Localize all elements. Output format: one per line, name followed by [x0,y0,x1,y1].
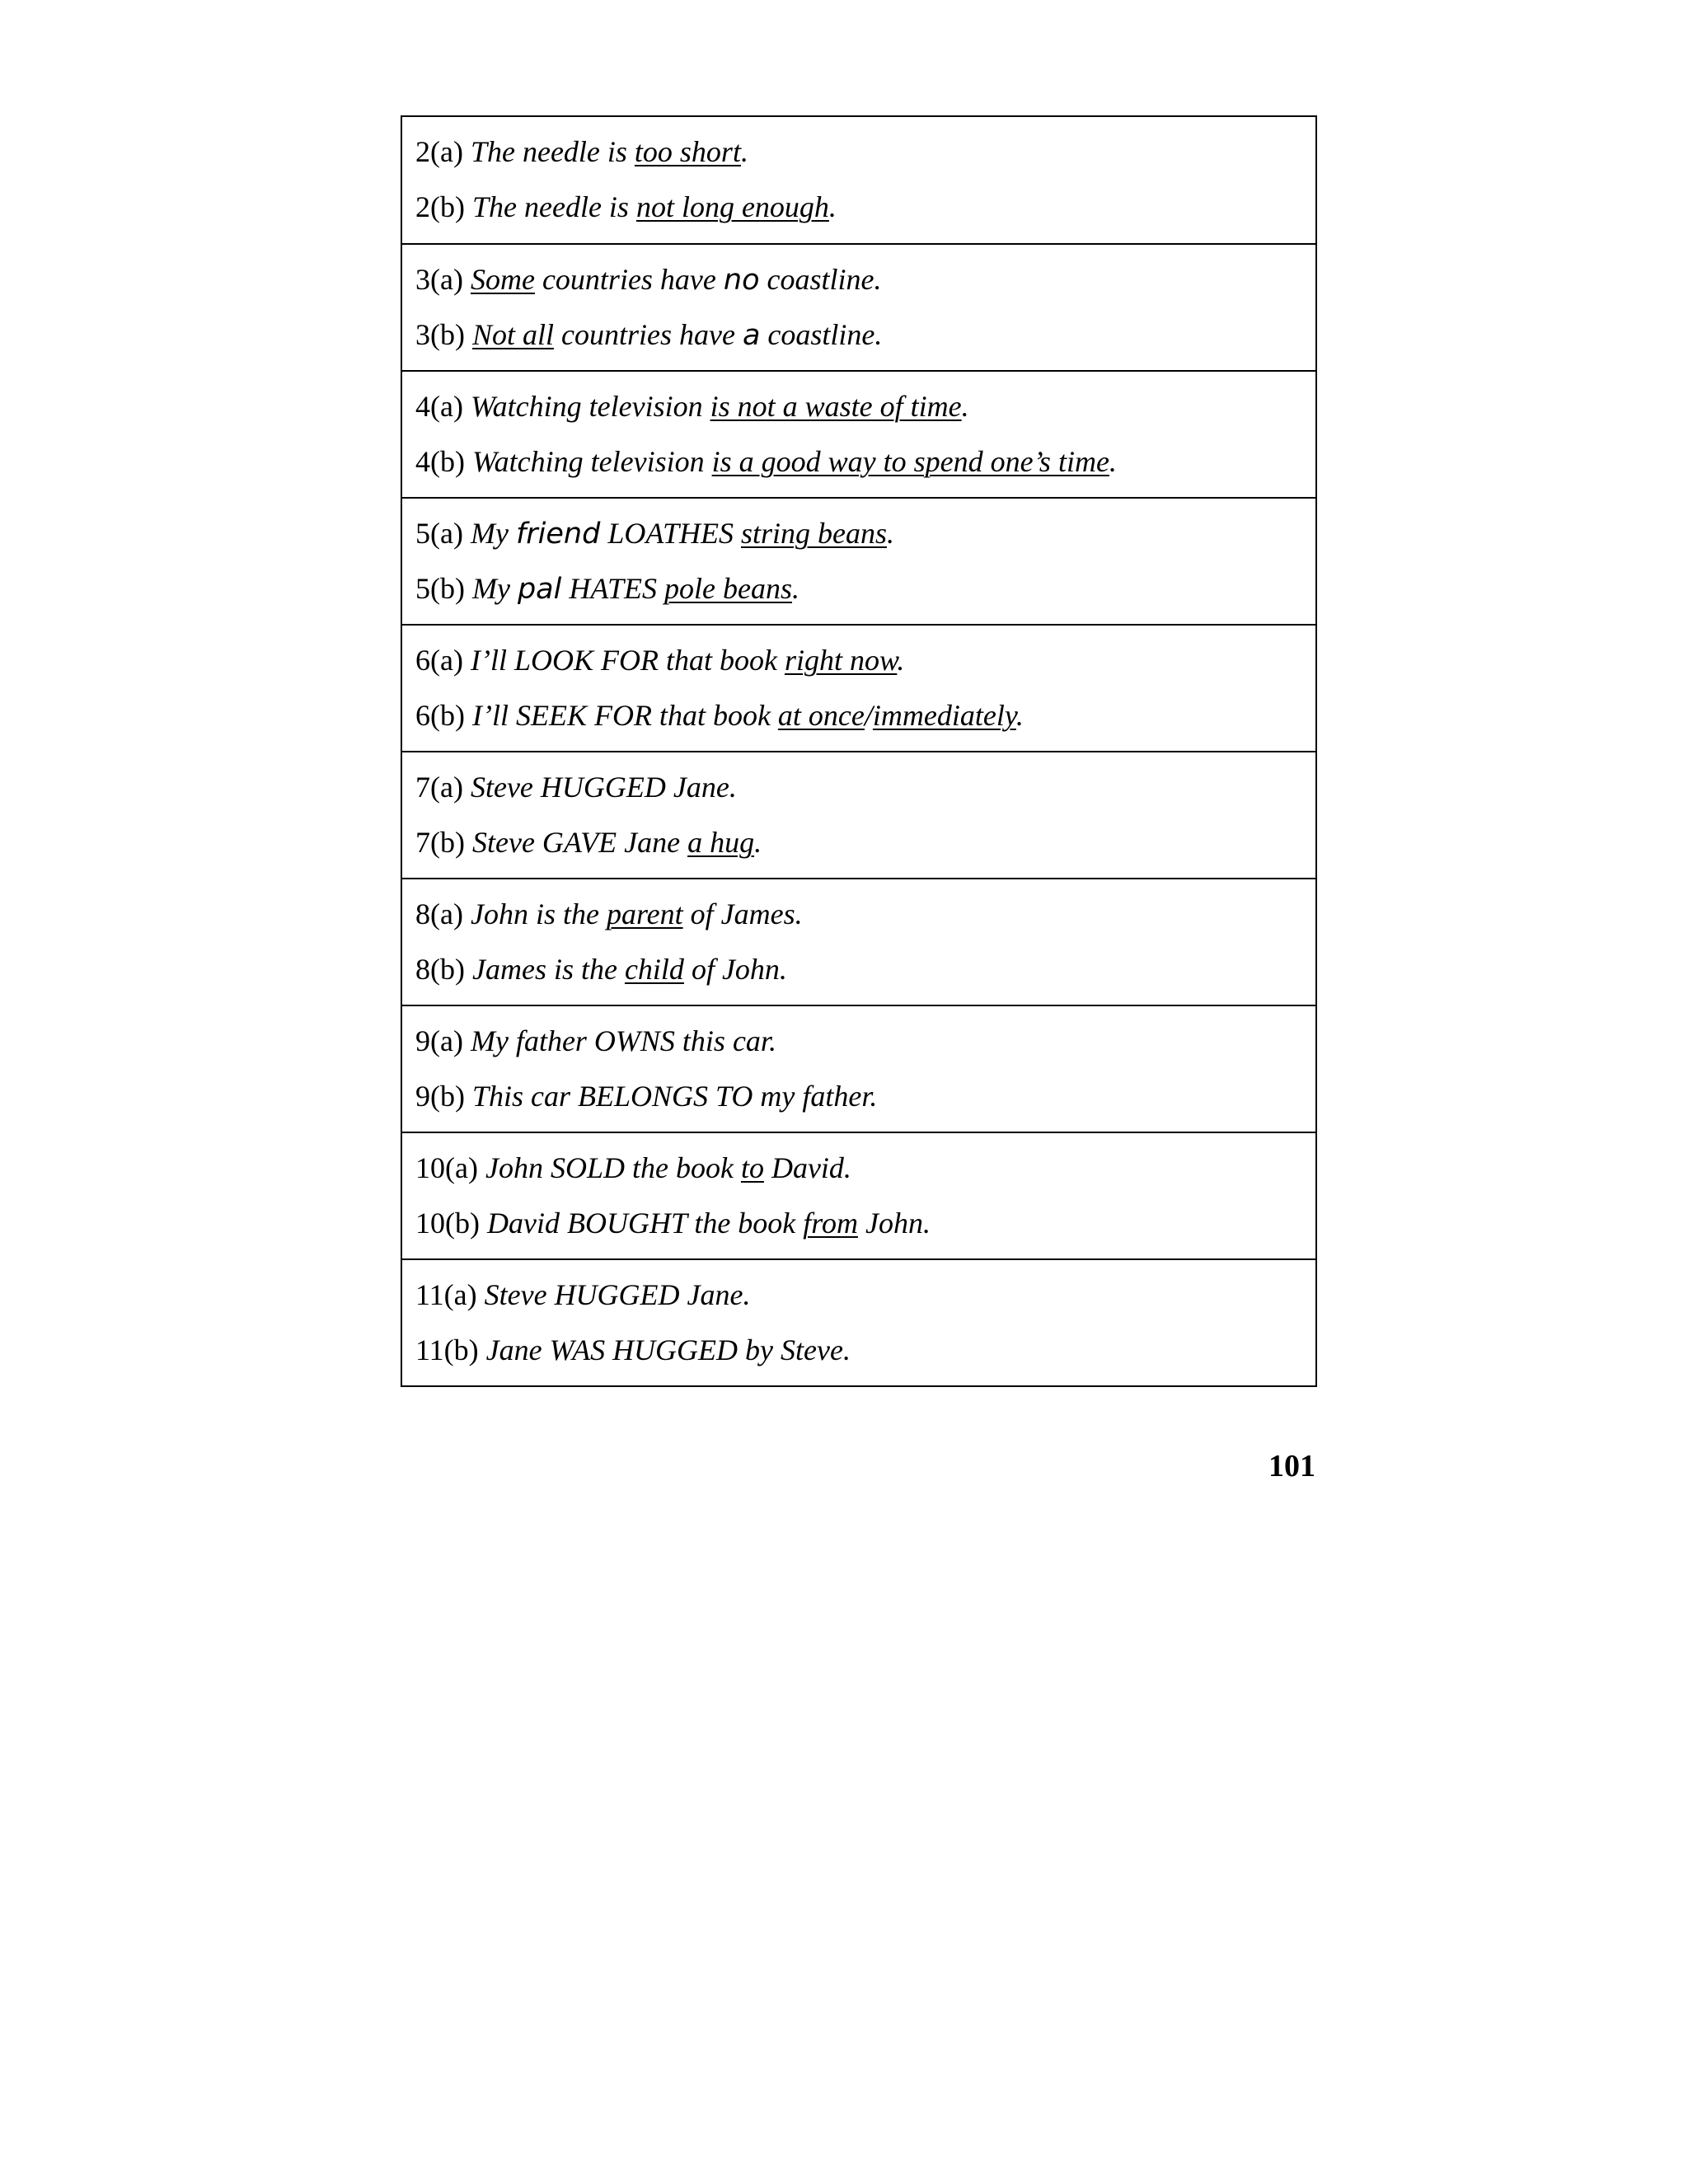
sentence-text: Watching television [470,390,710,423]
example-sentence-a [415,261,881,298]
sentence-text: of James. [682,898,803,930]
underlined-phrase: is not a waste of time [710,390,962,423]
example-label: 7(a) [415,771,463,804]
example-label: 6(a) [415,644,463,677]
sentence-text: . [791,572,799,605]
example-sentence-b [415,443,1117,480]
sentence-text: . [897,644,905,677]
sentence-text: friend [515,518,601,551]
underlined-phrase: child [624,953,684,986]
example-pair-row [402,370,1315,497]
example-label: 9(b) [415,1080,465,1113]
sentence-text: This car BELONGS TO my father. [471,1080,878,1113]
example-sentence-b [415,1078,877,1114]
example-sentence-a [415,515,894,552]
example-label: 5(a) [415,517,463,550]
example-sentence-a [415,896,803,932]
example-label: 2(a) [415,135,463,168]
example-pair-row [402,751,1315,878]
example-label: 5(b) [415,572,465,605]
sentence-text: coastline. [760,318,883,351]
example-sentence-b [415,824,762,860]
example-label: 10(a) [415,1151,478,1184]
sentence-text: Steve GAVE Jane [471,826,688,859]
sentence-text: no [723,264,760,297]
page-number: 101 [1268,1449,1315,1483]
example-pair-row [402,243,1315,370]
sentence-text: John SOLD the book [485,1151,741,1184]
example-sentence-a [415,642,904,678]
sentence-text: of John. [683,953,787,986]
example-label: 7(b) [415,826,465,859]
sentence-text: . [754,826,762,859]
underlined-phrase: string beans [741,517,888,550]
sentence-text: Jane WAS HUGGED by Steve. [485,1333,851,1366]
sentence-text: . [961,390,969,423]
underlined-phrase: from [803,1207,858,1240]
example-label: 11(a) [415,1278,477,1311]
sentence-text: David. [763,1151,851,1184]
sentence-text: John is the [470,898,607,930]
example-sentence-b [415,697,1024,733]
underlined-phrase: is a good way to spend one’s time [711,445,1109,478]
example-label: 4(b) [415,445,465,478]
sentence-text: . [1015,699,1024,732]
example-label: 9(a) [415,1024,463,1057]
underlined-phrase: immediately [872,699,1016,732]
example-sentence-b [415,316,882,354]
sentence-text: My [471,572,518,605]
example-sentence-a [415,134,748,170]
sentence-text: My [470,517,516,550]
sentence-text: I’ll LOOK FOR that book [470,644,785,677]
sentence-text: countries have [534,263,724,296]
sentence-text: Steve HUGGED Jane. [484,1278,751,1311]
example-pair-row [402,1005,1315,1132]
underlined-phrase: too short [634,135,741,168]
sentence-text: . [887,517,895,550]
example-sentence-a [415,1150,851,1186]
sentence-text: The needle is [471,190,636,223]
example-label: 3(a) [415,263,463,296]
example-pair-row [402,117,1315,243]
underlined-phrase: Not all [471,318,555,351]
sentence-text: John. [857,1207,931,1240]
underlined-phrase: a hug [687,826,755,859]
sentence-text: HATES [561,572,665,605]
example-pair-row [402,878,1315,1005]
sentence-text: Watching television [471,445,712,478]
example-label: 4(a) [415,390,463,423]
example-sentence-b [415,189,837,225]
example-label: 3(b) [415,318,465,351]
sentence-text: countries have [554,318,743,351]
underlined-phrase: not long enough [635,190,829,223]
example-sentence-b [415,951,787,987]
example-pair-row [402,1258,1315,1385]
example-sentence-a [415,1277,751,1313]
example-label: 11(b) [415,1333,479,1366]
example-sentence-a [415,388,969,424]
sentence-text: . [828,190,837,223]
sentence-text: / [864,699,873,732]
example-pair-row [402,497,1315,624]
sentence-text: LOATHES [600,517,741,550]
underlined-phrase: parent [606,898,683,930]
sentence-text: . [740,135,748,168]
example-sentence-b [415,570,799,607]
sentence-text: a [742,319,761,352]
underlined-phrase: to [740,1151,764,1184]
sentence-text: pal [517,573,562,606]
sentence-text: . [1109,445,1117,478]
underlined-phrase: at once [777,699,865,732]
example-pair-row [402,1132,1315,1258]
example-label: 10(b) [415,1207,480,1240]
example-label: 6(b) [415,699,465,732]
sentence-text: David BOUGHT the book [486,1207,804,1240]
sentence-text: Steve HUGGED Jane. [470,771,737,804]
underlined-phrase: Some [470,263,535,296]
example-label: 8(b) [415,953,465,986]
example-label: 8(a) [415,898,463,930]
example-sentence-b [415,1332,851,1368]
sentence-text: coastline. [759,263,882,296]
example-label: 2(b) [415,190,465,223]
example-sentence-a [415,769,737,805]
examples-table [401,115,1317,1387]
sentence-text: My father OWNS this car. [470,1024,776,1057]
underlined-phrase: pole beans [664,572,792,605]
sentence-text: I’ll SEEK FOR that book [471,699,778,732]
example-sentence-a [415,1023,776,1059]
sentence-text: The needle is [470,135,635,168]
underlined-phrase: right now [784,644,898,677]
example-sentence-b [415,1205,931,1241]
example-pair-row [402,624,1315,751]
sentence-text: James is the [471,953,625,986]
